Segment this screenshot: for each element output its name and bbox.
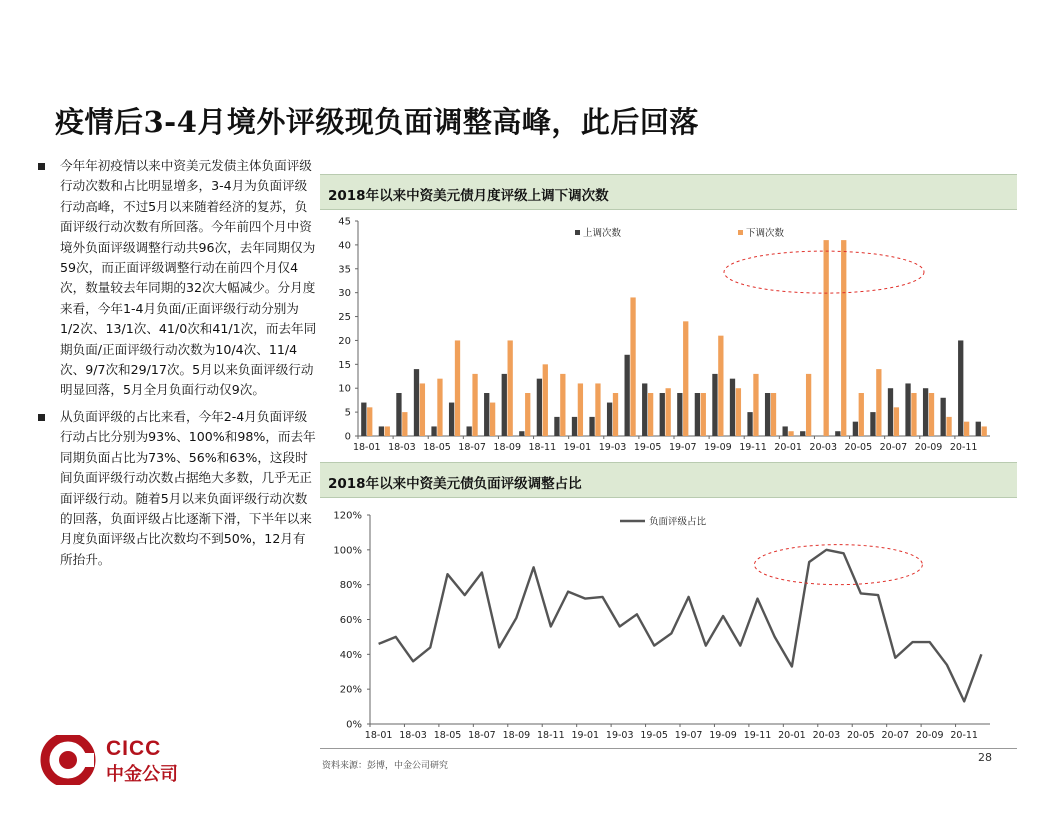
- legend-label: 上调次数: [583, 228, 622, 239]
- bar-downgrade: [894, 407, 899, 436]
- x-tick-label: 19-11: [743, 730, 772, 741]
- highlight-ellipse: [754, 545, 922, 585]
- bullet-item: [38, 156, 318, 401]
- x-tick-label: 20-03: [812, 730, 841, 741]
- bar-downgrade: [525, 393, 530, 436]
- x-tick-label: 18-11: [537, 730, 565, 741]
- x-tick-label: 18-03: [399, 730, 427, 741]
- bar-upgrade: [765, 393, 770, 436]
- y-tick-label: 15: [338, 359, 351, 371]
- legend-swatch: [738, 230, 743, 235]
- chart1-title: 2018年以来中资美元债月度评级上调下调次数: [328, 188, 609, 204]
- bar-downgrade: [472, 374, 477, 436]
- y-tick-label: 45: [338, 216, 351, 228]
- bar-downgrade: [929, 393, 934, 436]
- bar-downgrade: [753, 374, 758, 436]
- bullet-text: 从负面评级的占比来看，今年2-4月负面评级行动占比分别为93%、100%和98%，而去年同期负面占比为73%、56%和63%，这段时间负面评级行动次数占据绝大多数，几乎无正面评级行动。随着5月以来负面评级行动次数的回落，负面评级占比逐渐下滑，下半年以来月度负面评级占比次数均不到50%，12月有所抬升。: [60, 408, 316, 567]
- bar-upgrade: [484, 393, 489, 436]
- bar-downgrade: [437, 379, 442, 436]
- bar-upgrade: [958, 340, 963, 436]
- y-tick-label: 80%: [339, 580, 362, 592]
- chart1-header: [320, 174, 1017, 210]
- bar-downgrade: [367, 407, 372, 436]
- x-tick-label: 18-07: [468, 730, 496, 741]
- source-note: 资料来源：彭博，中金公司研究: [322, 761, 449, 771]
- bar-downgrade: [648, 393, 653, 436]
- logo-text-cn: 中金公司: [106, 764, 178, 785]
- x-tick-label: 19-05: [640, 730, 668, 741]
- bar-downgrade: [385, 426, 390, 436]
- page-title: 疫情后3-4月境外评级现负面调整高峰，此后回落: [55, 105, 699, 139]
- chart2-title: 2018年以来中资美元债负面评级调整占比: [328, 476, 582, 492]
- bar-upgrade: [747, 412, 752, 436]
- bar-upgrade: [712, 374, 717, 436]
- bar-upgrade: [888, 388, 893, 436]
- bullet-square-icon: [38, 163, 45, 170]
- bar-downgrade: [736, 388, 741, 436]
- x-tick-label: 19-05: [633, 442, 662, 453]
- bar-upgrade: [695, 393, 700, 436]
- page-number: 28: [978, 751, 992, 764]
- bar-downgrade: [718, 336, 723, 436]
- x-tick-label: 19-07: [668, 442, 697, 453]
- x-tick-label: 18-05: [433, 730, 462, 741]
- y-tick-label: 60%: [339, 615, 362, 626]
- bar-downgrade: [841, 240, 846, 436]
- bullet-list: [38, 156, 318, 576]
- bar-downgrade: [806, 374, 811, 436]
- x-tick-label: 19-07: [674, 730, 703, 741]
- bar-upgrade: [783, 426, 788, 436]
- bullet-text: 今年年初疫情以来中资美元发债主体负面评级行动次数和占比明显增多，3-4月为负面评级行动高峰，不过5月以来随着经济的复苏，负面评级行动次数有所回落。今年前四个月中资境外负面评级调整行动共96次，去年同期仅为59次，而正面评级调整行动在前四个月仅4次，数量较去年同期的32次大幅减少。分月度来看，今年1-4月负面/正面评级行动分别为1/2次、13/1次、41/0次和41/1次，而去年同期负面/正面评级行动次数为10/4次、11/4次、9/7次和29/17次。5月以来负面评级行动明显回落，5月全月负面行动仅9次。: [60, 158, 317, 398]
- x-tick-label: 20-09: [914, 442, 943, 453]
- legend-label: 负面评级占比: [649, 516, 707, 528]
- x-tick-label: 18-09: [502, 730, 531, 741]
- bar-downgrade: [859, 393, 864, 436]
- x-tick-label: 20-07: [881, 730, 910, 741]
- y-tick-label: 120%: [333, 510, 362, 522]
- x-tick-label: 19-09: [709, 730, 737, 741]
- bar-downgrade: [964, 422, 969, 436]
- bar-upgrade: [730, 379, 735, 436]
- bar-downgrade: [543, 364, 548, 436]
- legend-swatch: [575, 230, 580, 235]
- y-tick-label: 40: [338, 240, 351, 252]
- bar-upgrade: [502, 374, 507, 436]
- rating-actions-bar-chart: [320, 213, 1017, 453]
- x-tick-label: 19-03: [598, 442, 627, 453]
- bar-upgrade: [537, 379, 542, 436]
- bar-downgrade: [630, 297, 635, 436]
- bar-upgrade: [870, 412, 875, 436]
- x-tick-label: 19-01: [563, 442, 592, 453]
- bar-downgrade: [455, 340, 460, 436]
- bar-upgrade: [923, 388, 928, 436]
- y-tick-label: 20: [338, 335, 351, 347]
- bar-downgrade: [911, 393, 916, 436]
- x-tick-label: 20-01: [774, 442, 802, 453]
- bar-upgrade: [660, 393, 665, 436]
- bar-downgrade: [876, 369, 881, 436]
- y-tick-label: 35: [338, 264, 351, 276]
- bar-downgrade: [666, 388, 671, 436]
- bar-upgrade: [853, 422, 858, 436]
- series-line-negative-ratio: [379, 550, 982, 702]
- y-tick-label: 40%: [339, 649, 362, 661]
- bullet-square-icon: [38, 414, 45, 421]
- x-tick-label: 20-05: [844, 442, 873, 453]
- bar-downgrade: [613, 393, 618, 436]
- bar-downgrade: [788, 431, 793, 436]
- bar-upgrade: [414, 369, 419, 436]
- bar-upgrade: [519, 431, 524, 436]
- bar-downgrade: [683, 321, 688, 436]
- y-tick-label: 0%: [346, 719, 362, 731]
- bar-downgrade: [771, 393, 776, 436]
- x-tick-label: 19-09: [704, 442, 732, 453]
- x-tick-label: 20-01: [778, 730, 806, 741]
- x-tick-label: 19-03: [605, 730, 634, 741]
- x-tick-label: 18-05: [423, 442, 451, 453]
- bar-upgrade: [431, 426, 436, 436]
- bar-upgrade: [589, 417, 594, 436]
- bar-downgrade: [982, 426, 987, 436]
- bar-upgrade: [379, 426, 384, 436]
- x-tick-label: 18-01: [364, 730, 393, 741]
- bullet-item: [38, 407, 318, 570]
- y-tick-label: 100%: [333, 545, 362, 557]
- negative-ratio-line-chart: [320, 505, 1017, 747]
- x-tick-label: 20-05: [847, 730, 875, 741]
- bar-upgrade: [449, 403, 454, 436]
- bar-upgrade: [396, 393, 401, 436]
- logo-text-en: CICC: [106, 737, 162, 760]
- bar-downgrade: [490, 403, 495, 436]
- bar-upgrade: [642, 383, 647, 436]
- bottom-divider: [320, 748, 1017, 749]
- bar-upgrade: [554, 417, 559, 436]
- legend-label: 下调次数: [746, 228, 785, 239]
- bar-downgrade: [578, 383, 583, 436]
- x-tick-label: 18-07: [458, 442, 486, 453]
- bar-upgrade: [976, 422, 981, 436]
- bar-upgrade: [835, 431, 840, 436]
- bar-downgrade: [508, 340, 513, 436]
- x-tick-label: 18-11: [528, 442, 557, 453]
- x-tick-label: 20-11: [949, 442, 978, 453]
- x-tick-label: 20-07: [879, 442, 908, 453]
- bar-upgrade: [800, 431, 805, 436]
- bar-downgrade: [946, 417, 951, 436]
- y-tick-label: 0: [344, 431, 351, 443]
- bar-downgrade: [595, 383, 600, 436]
- y-tick-label: 25: [338, 312, 351, 324]
- x-tick-label: 20-11: [950, 730, 978, 741]
- bar-upgrade: [361, 403, 366, 436]
- bar-upgrade: [625, 355, 630, 436]
- bar-downgrade: [420, 383, 425, 436]
- x-tick-label: 18-03: [388, 442, 416, 453]
- bar-upgrade: [941, 398, 946, 436]
- bar-downgrade: [560, 374, 565, 436]
- x-tick-label: 20-09: [915, 730, 944, 741]
- bar-upgrade: [607, 403, 612, 436]
- y-tick-label: 5: [344, 407, 351, 419]
- x-tick-label: 18-01: [352, 442, 381, 453]
- bar-upgrade: [572, 417, 577, 436]
- bar-upgrade: [677, 393, 682, 436]
- y-tick-label: 30: [338, 288, 351, 300]
- bar-downgrade: [824, 240, 829, 436]
- bar-upgrade: [467, 426, 472, 436]
- bar-downgrade: [402, 412, 407, 436]
- x-tick-label: 18-09: [493, 442, 522, 453]
- y-tick-label: 10: [338, 383, 351, 395]
- bar-downgrade: [701, 393, 706, 436]
- x-tick-label: 20-03: [809, 442, 838, 453]
- bar-upgrade: [905, 383, 910, 436]
- y-tick-label: 20%: [339, 684, 362, 696]
- x-tick-label: 19-11: [739, 442, 767, 453]
- x-tick-label: 19-01: [571, 730, 600, 741]
- chart2-header: [320, 462, 1017, 498]
